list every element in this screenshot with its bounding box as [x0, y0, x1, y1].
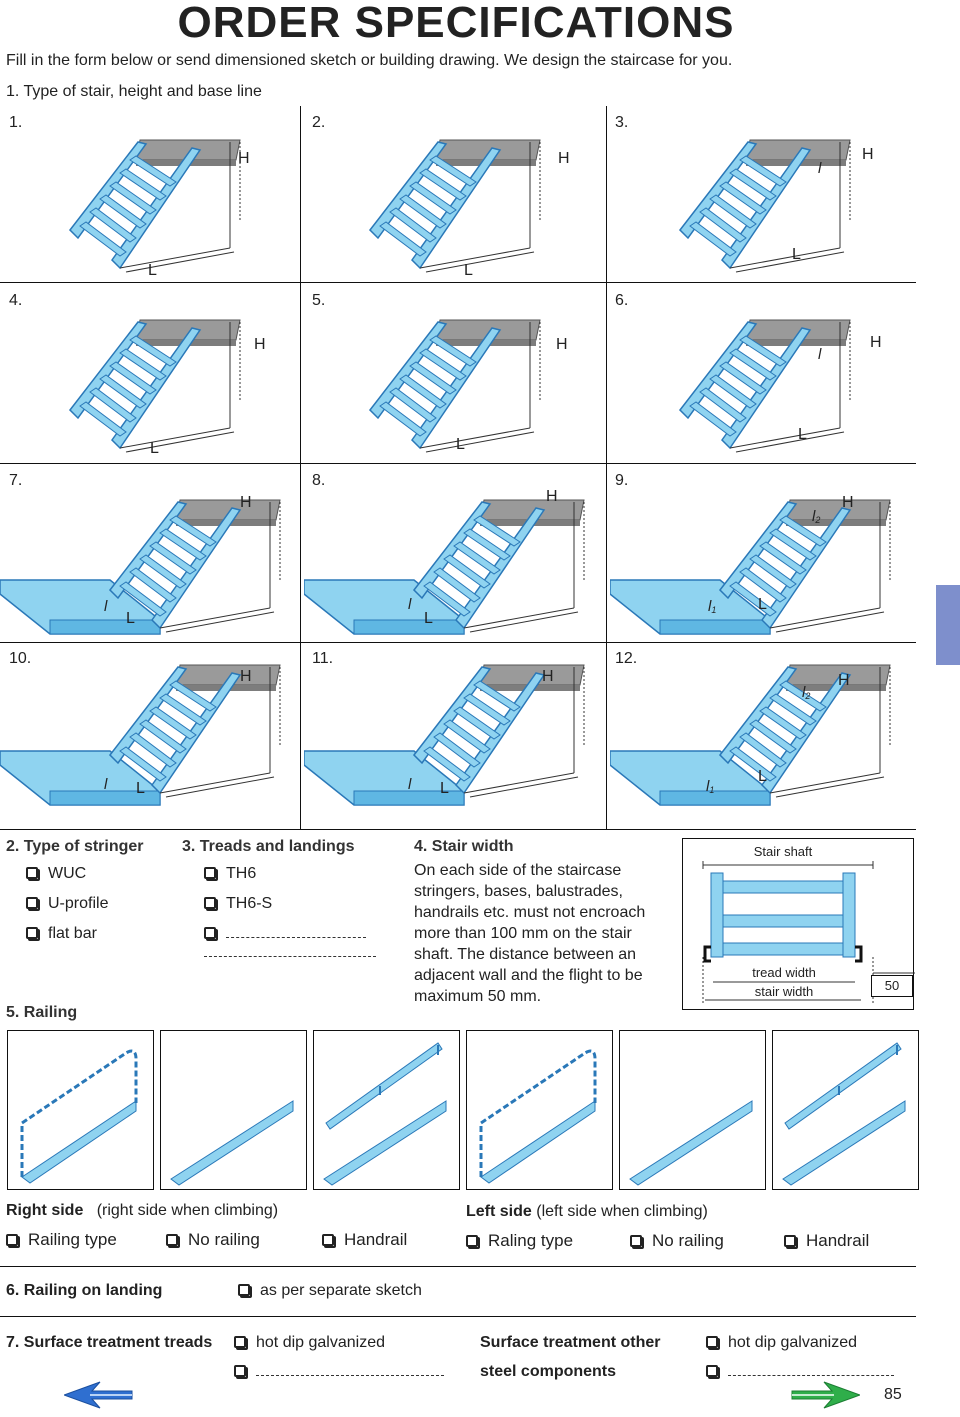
- section1-heading: 1. Type of stair, height and base line: [6, 83, 262, 100]
- tread-other-line[interactable]: [204, 956, 376, 957]
- section-tab: [936, 585, 960, 665]
- previous-page-arrow-icon[interactable]: [64, 1380, 134, 1410]
- checkbox-icon: [466, 1235, 478, 1247]
- tread-option-other[interactable]: [204, 925, 366, 943]
- dimension-label: L: [758, 596, 767, 613]
- dimension-label: l: [818, 346, 822, 363]
- section4-heading: 4. Stair width: [414, 838, 514, 855]
- stair-shaft-label: Stair shaft: [753, 844, 813, 859]
- stair-drawing-4: [40, 300, 270, 460]
- checkbox-icon: [322, 1234, 334, 1246]
- checkbox-icon: [26, 897, 38, 909]
- stringer-option-flat-bar[interactable]: flat bar: [26, 925, 97, 943]
- dimension-label: L: [424, 610, 433, 627]
- checkbox-icon: [26, 867, 38, 879]
- cell-number: 10.: [9, 650, 32, 667]
- railing-drawing: [773, 1031, 920, 1191]
- left-handrail-option[interactable]: Handrail: [784, 1231, 869, 1251]
- section7-heading: 7. Surface treatment treads: [6, 1334, 213, 1351]
- stair-width-text: On each side of the staircase stringers, bases, balustrades, handrails etc. must not encroach more than 100 mm on the stair shaft. The distance between an adjacent wall and the flight to be maximum 50 mm.: [414, 862, 646, 1005]
- intro-text: Fill in the form below or send dimensioned sketch or building drawing. We design the staircase for you.: [6, 52, 733, 69]
- dimension-label: L: [792, 246, 801, 263]
- cell-number: 12.: [615, 650, 638, 667]
- railing-drawing: [161, 1031, 308, 1191]
- dimension-label: L: [464, 262, 473, 279]
- cell-number: 7.: [9, 472, 23, 489]
- right-side-heading: Right side (right side when climbing): [6, 1202, 279, 1219]
- dimension-label: L: [798, 426, 807, 443]
- dimension-label: l: [818, 160, 822, 177]
- right-railing-type-option[interactable]: Railing type: [6, 1230, 117, 1250]
- cell-number: 5.: [312, 292, 326, 309]
- checkbox-icon: [238, 1284, 250, 1296]
- checkbox-icon: [166, 1234, 178, 1246]
- stair-drawing-9: [610, 480, 900, 650]
- railing-drawing: [467, 1031, 614, 1191]
- checkbox-icon: [204, 867, 216, 879]
- left-side-heading: Left side (left side when climbing): [466, 1203, 708, 1220]
- stair-drawing-5: [340, 300, 570, 460]
- left-railing-type-option[interactable]: Raling type: [466, 1231, 573, 1251]
- checkbox-icon: [706, 1365, 718, 1377]
- dimension-label: L: [456, 436, 465, 453]
- dimension-label: $l_1$: [708, 598, 717, 615]
- dimension-label: H: [240, 494, 252, 511]
- right-no-railing-option[interactable]: No railing: [166, 1230, 260, 1250]
- railing-type-right-full[interactable]: [7, 1030, 154, 1190]
- gap-value-box: 50: [871, 975, 913, 997]
- cell-number: 1.: [9, 114, 23, 131]
- cell-number: 3.: [615, 114, 629, 131]
- stair-drawing-1: [40, 120, 270, 280]
- stair-drawing-12: [610, 645, 900, 825]
- dimension-label: l: [408, 776, 412, 793]
- checkbox-icon: [204, 927, 216, 939]
- cell-number: 6.: [615, 292, 629, 309]
- tread-option-th6-s[interactable]: TH6-S: [204, 895, 272, 913]
- checkbox-icon: [6, 1234, 18, 1246]
- railing-type-right-handrail[interactable]: [313, 1030, 460, 1190]
- cell-number: 4.: [9, 292, 23, 309]
- right-handrail-option[interactable]: Handrail: [322, 1230, 407, 1250]
- dimension-label: H: [838, 672, 850, 689]
- dimension-label: l: [104, 598, 108, 615]
- railing-drawing: [314, 1031, 461, 1191]
- dimension-label: L: [148, 262, 157, 279]
- checkbox-icon: [234, 1336, 246, 1348]
- landing-separate-sketch-option[interactable]: as per separate sketch: [238, 1282, 422, 1300]
- cell-number: 11.: [312, 650, 334, 667]
- dimension-label: H: [546, 488, 558, 505]
- other-galvanized-option[interactable]: hot dip galvanized: [706, 1334, 857, 1352]
- tread-width-label: tread width: [752, 965, 816, 980]
- section6-heading: 6. Railing on landing: [6, 1282, 163, 1299]
- railing-drawing: [620, 1031, 767, 1191]
- cell-number: 9.: [615, 472, 629, 489]
- checkbox-icon: [26, 927, 38, 939]
- dimension-label: H: [558, 150, 570, 167]
- stair-drawing-2: [340, 120, 570, 280]
- dimension-label: $l_1$: [706, 778, 715, 795]
- dimension-label: l: [104, 776, 108, 793]
- dimension-label: L: [440, 780, 449, 797]
- page-title: ORDER SPECIFICATIONS: [177, 0, 735, 47]
- cell-number: 8.: [312, 472, 326, 489]
- dimension-label: $l_2$: [802, 684, 811, 701]
- dimension-label: H: [842, 494, 854, 511]
- railing-type-right-none[interactable]: [160, 1030, 307, 1190]
- left-no-railing-option[interactable]: No railing: [630, 1231, 724, 1251]
- checkbox-icon: [204, 897, 216, 909]
- tread-option-th6[interactable]: TH6: [204, 865, 256, 883]
- dimension-label: H: [556, 336, 568, 353]
- railing-type-left-full[interactable]: [466, 1030, 613, 1190]
- other-other-option[interactable]: [706, 1363, 894, 1381]
- checkbox-icon: [630, 1235, 642, 1247]
- railing-type-left-none[interactable]: [619, 1030, 766, 1190]
- dimension-label: L: [126, 610, 135, 627]
- dimension-label: L: [136, 780, 145, 797]
- treads-galvanized-option[interactable]: hot dip galvanized: [234, 1334, 385, 1352]
- dimension-label: L: [150, 440, 159, 457]
- dimension-label: H: [238, 150, 250, 167]
- railing-type-left-handrail[interactable]: [772, 1030, 919, 1190]
- stair-drawing-3: [650, 120, 880, 280]
- treads-other-option[interactable]: [234, 1363, 444, 1381]
- stringer-option-u-profile[interactable]: U-profile: [26, 895, 108, 913]
- surface-other-heading-2: steel components: [480, 1363, 617, 1380]
- railing-drawing: [8, 1031, 155, 1191]
- page-number: 85: [884, 1386, 902, 1403]
- dimension-label: H: [870, 334, 882, 351]
- checkbox-icon: [706, 1336, 718, 1348]
- checkbox-icon: [234, 1365, 246, 1377]
- stair-drawing-6: [650, 300, 880, 460]
- dimension-label: H: [240, 668, 252, 685]
- dimension-label: H: [862, 146, 874, 163]
- cell-number: 2.: [312, 114, 326, 131]
- section5-heading: 5. Railing: [6, 1004, 78, 1021]
- dimension-label: H: [254, 336, 266, 353]
- dimension-label: H: [542, 668, 554, 685]
- divider: [0, 1266, 916, 1267]
- stair-width-diagram: [682, 838, 914, 1010]
- section3-heading: 3. Treads and landings: [182, 838, 355, 855]
- stringer-option-wuc[interactable]: WUC: [26, 865, 86, 883]
- section2-heading: 2. Type of stringer: [6, 838, 144, 855]
- next-page-arrow-icon[interactable]: [790, 1380, 860, 1410]
- surface-other-heading: Surface treatment other: [480, 1334, 661, 1351]
- dimension-label: l: [408, 596, 412, 613]
- divider: [0, 1316, 916, 1317]
- stair-width-label: stair width: [754, 984, 814, 999]
- checkbox-icon: [784, 1235, 796, 1247]
- dimension-label: $l_2$: [812, 508, 821, 525]
- dimension-label: L: [758, 768, 767, 785]
